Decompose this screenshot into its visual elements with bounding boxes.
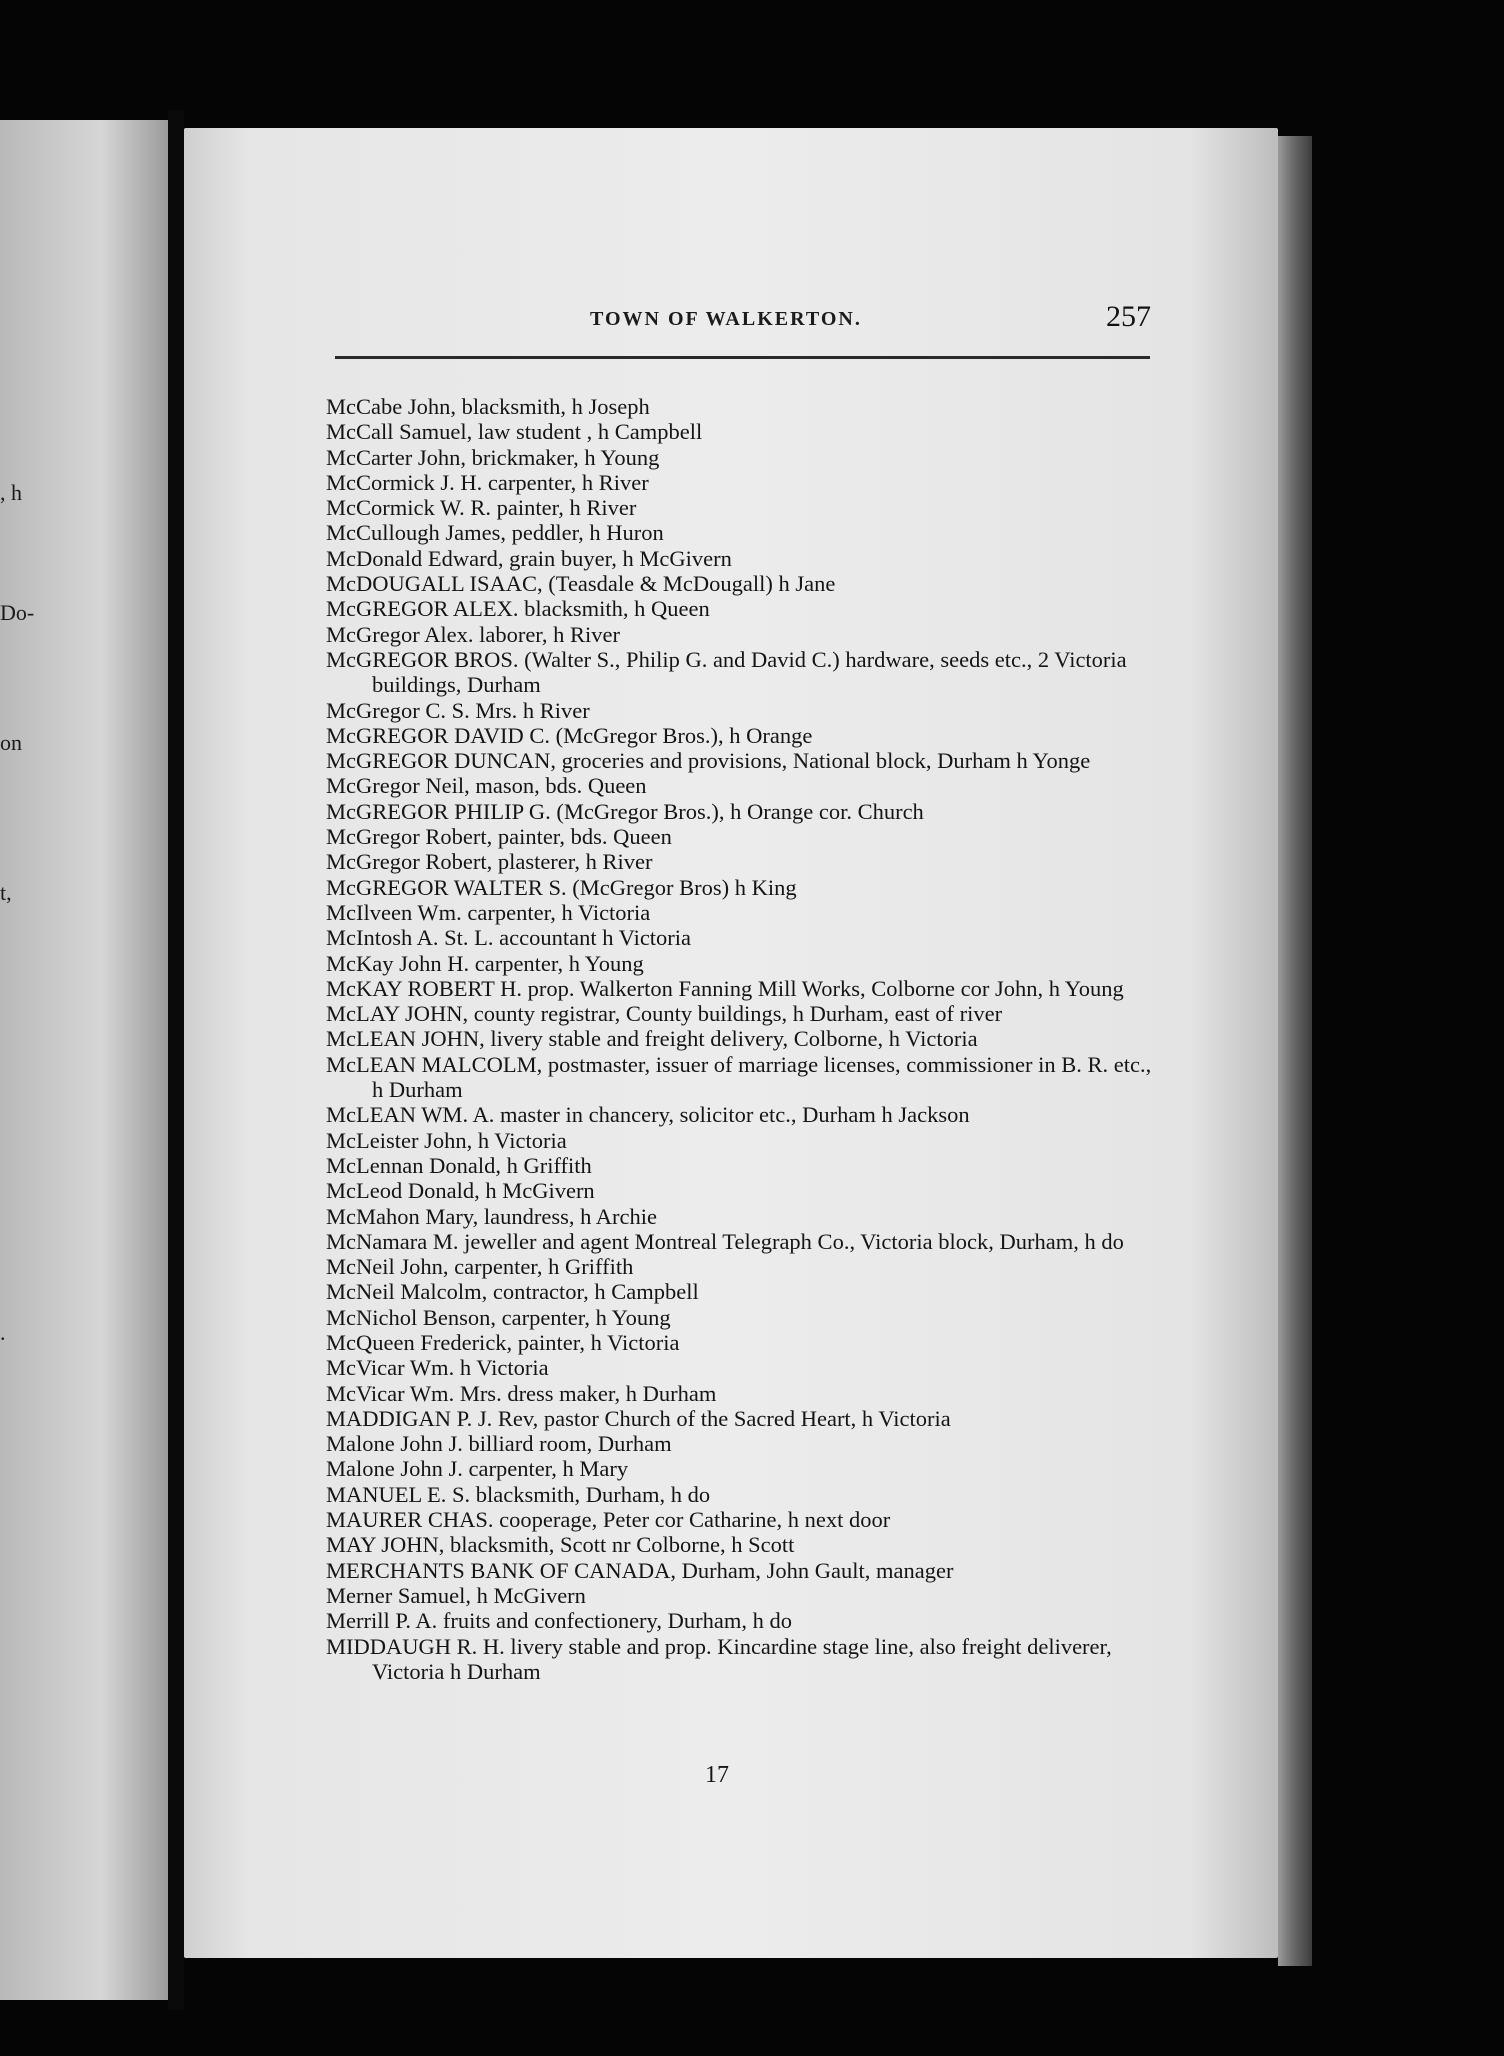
- directory-entry: McLeod Donald, h McGivern: [326, 1178, 595, 1204]
- directory-entry: McLennan Donald, h Griffith: [326, 1152, 592, 1178]
- directory-entry: McGREGOR BROS. (Walter S., Philip G. and David C.) hardware, seeds etc., 2 Victoria buildings, Durham: [326, 646, 1127, 698]
- directory-entry: MAY JOHN, blacksmith, Scott nr Colborne, h Scott: [326, 1532, 795, 1558]
- directory-entry: McGREGOR WALTER S. (McGregor Bros) h King: [326, 874, 797, 900]
- directory-entry: McKAY ROBERT H. prop. Walkerton Fanning Mill Works, Colborne cor John, h Young: [326, 975, 1124, 1001]
- directory-entry: McCormick W. R. painter, h River: [326, 495, 637, 521]
- directory-entry: McKay John H. carpenter, h Young: [326, 950, 644, 976]
- directory-entry: McIntosh A. St. L. accountant h Victoria: [326, 925, 692, 951]
- directory-entries: [326, 394, 1156, 1684]
- directory-entry: McGregor Robert, painter, bds. Queen: [326, 824, 672, 850]
- directory-entry: McNeil Malcolm, contractor, h Campbell: [326, 1279, 699, 1305]
- directory-entry: McCabe John, blacksmith, h Joseph: [326, 394, 650, 419]
- directory-entry: McCormick J. H. carpenter, h River: [326, 469, 649, 495]
- directory-entry: McNichol Benson, carpenter, h Young: [326, 1304, 671, 1330]
- page-number: 257: [1106, 300, 1151, 333]
- left-page-fragment: t,: [0, 880, 12, 905]
- directory-entry: McGregor Alex. laborer, h River: [326, 621, 621, 647]
- directory-entry: McCullough James, peddler, h Huron: [326, 520, 664, 546]
- signature-mark: 17: [705, 1762, 729, 1788]
- directory-entry: McGregor C. S. Mrs. h River: [326, 697, 590, 723]
- directory-entry: MADDIGAN P. J. Rev, pastor Church of the Sacred Heart, h Victoria: [326, 1405, 951, 1431]
- directory-entry: McCarter John, brickmaker, h Young: [326, 444, 660, 470]
- directory-entry: McDonald Edward, grain buyer, h McGivern: [326, 545, 732, 571]
- header-rule: [335, 356, 1150, 359]
- directory-entry: MERCHANTS BANK OF CANADA, Durham, John Gault, manager: [326, 1557, 954, 1583]
- directory-entry: Merrill P. A. fruits and confectionery, Durham, h do: [326, 1608, 792, 1634]
- directory-entry: Malone John J. billiard room, Durham: [326, 1431, 672, 1457]
- directory-entry: McMahon Mary, laundress, h Archie: [326, 1203, 657, 1229]
- directory-entry: McDOUGALL ISAAC, (Teasdale & McDougall) h Jane: [326, 571, 836, 597]
- left-page-fragment: on: [0, 730, 22, 755]
- left-page-fragment: Do-: [0, 600, 35, 625]
- directory-entry: McIlveen Wm. carpenter, h Victoria: [326, 899, 651, 925]
- directory-entry: McGregor Robert, plasterer, h River: [326, 849, 653, 875]
- page-edge: [1278, 136, 1312, 1966]
- directory-entry: Malone John J. carpenter, h Mary: [326, 1456, 629, 1482]
- directory-entry: McGREGOR DUNCAN, groceries and provisions, National block, Durham h Yonge: [326, 748, 1091, 774]
- directory-entry: McLAY JOHN, county registrar, County buildings, h Durham, east of river: [326, 1001, 1003, 1027]
- directory-entry: MIDDAUGH R. H. livery stable and prop. Kincardine stage line, also freight deliverer, Victoria h Durham: [326, 1633, 1112, 1684]
- directory-entry: McGREGOR PHILIP G. (McGregor Bros.), h Orange cor. Church: [326, 798, 924, 824]
- directory-entry: McGREGOR ALEX. blacksmith, h Queen: [326, 596, 710, 622]
- left-page-fragment: .: [0, 1320, 6, 1345]
- directory-entry: McVicar Wm. Mrs. dress maker, h Durham: [326, 1380, 717, 1406]
- directory-entry: MAURER CHAS. cooperage, Peter cor Catharine, h next door: [326, 1507, 891, 1533]
- directory-entry: McVicar Wm. h Victoria: [326, 1355, 549, 1381]
- directory-entry: McLEAN WM. A. master in chancery, solicitor etc., Durham h Jackson: [326, 1102, 970, 1128]
- left-page-fragment: , h: [0, 480, 22, 505]
- directory-entry: McNamara M. jeweller and agent Montreal Telegraph Co., Victoria block, Durham, h do: [326, 1228, 1124, 1254]
- directory-entry: McLeister John, h Victoria: [326, 1127, 567, 1153]
- directory-entry: McGREGOR DAVID C. (McGregor Bros.), h Orange: [326, 722, 813, 748]
- directory-entry: McLEAN MALCOLM, postmaster, issuer of marriage licenses, commissioner in B. R. etc., h Durham: [326, 1051, 1152, 1103]
- directory-entry: Merner Samuel, h McGivern: [326, 1582, 586, 1608]
- page-title: TOWN OF WALKERTON.: [590, 308, 862, 330]
- directory-entry: MANUEL E. S. blacksmith, Durham, h do: [326, 1481, 711, 1507]
- directory-entry: McNeil John, carpenter, h Griffith: [326, 1254, 634, 1280]
- directory-entry: McQueen Frederick, painter, h Victoria: [326, 1329, 680, 1355]
- left-page: [0, 120, 168, 2000]
- book-gutter: [168, 110, 184, 2010]
- directory-entry: McGregor Neil, mason, bds. Queen: [326, 773, 647, 799]
- directory-entry: McCall Samuel, law student , h Campbell: [326, 419, 703, 445]
- directory-entry: McLEAN JOHN, livery stable and freight delivery, Colborne, h Victoria: [326, 1026, 978, 1052]
